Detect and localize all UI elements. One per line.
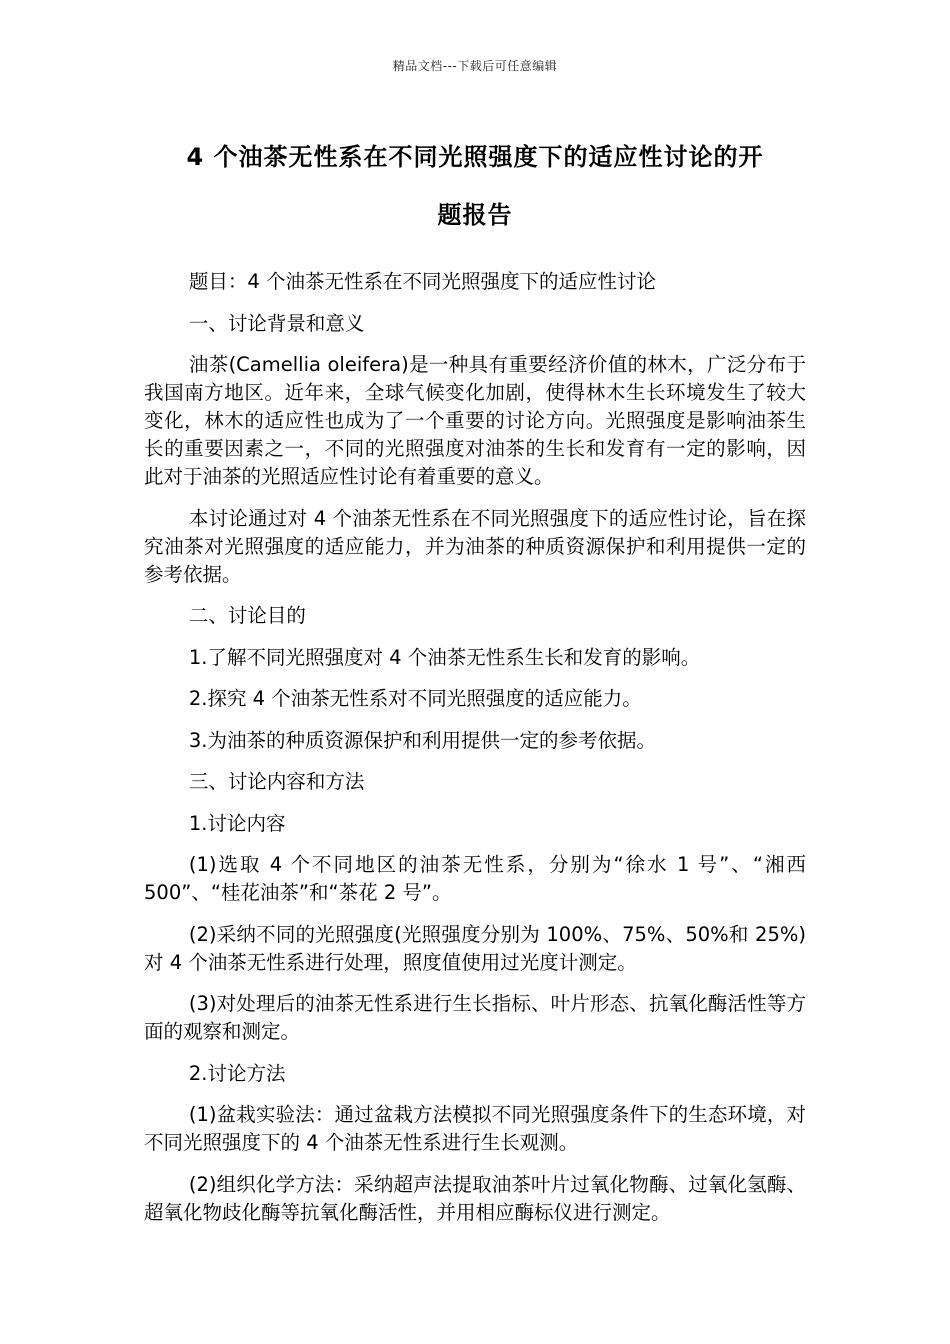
objective-item-3: 3.为油茶的种质资源保护和利用提供一定的参考依据。 (188, 728, 656, 752)
section-heading-content-methods: 三、讨论内容和方法 (188, 770, 365, 793)
paragraph-background: 油茶(Camellia oleifera)是一种具有重要经济价值的林木，广泛分布于我国南方地区。近年来，全球气候变化加剧，使得林木生长环境发生了较大变化，林木的适应性也成为了一个重要的讨论方向。光照强度是影响油茶生长的重要因素之一，不同的光照强度对油茶的生长和发育有一定的影响，因此对于油茶的光照适应性讨论有着重要的意义。 (144, 353, 806, 488)
objective-item-1: 1.了解不同光照强度对 4 个油茶无性系生长和发育的影响。 (188, 645, 701, 669)
subheading-content: 1.讨论内容 (188, 811, 286, 835)
method-item-2: (2)组织化学方法：采纳超声法提取油茶叶片过氧化物酶、过氧化氢酶、超氧化物歧化酶等抗氧化酶活性，并用相应酶标仪进行测定。 (144, 1172, 806, 1224)
title-line-2: 题报告 (437, 201, 513, 229)
page-header: 精品文档---下载后可任意编辑 (392, 59, 558, 73)
topic-line: 题目：4 个油茶无性系在不同光照强度下的适应性讨论 (188, 270, 656, 293)
document-title (140, 128, 810, 244)
title-line-1: 4 个油茶无性系在不同光照强度下的适应性讨论的开 (186, 143, 764, 171)
content-item-2: (2)采纳不同的光照强度(光照强度分别为 100%、75%、50%和 25%)对 4 个油茶无性系进行处理，照度值使用过光度计测定。 (144, 922, 806, 974)
method-item-1: (1)盆栽实验法：通过盆栽方法模拟不同光照强度条件下的生态环境，对不同光照强度下的 4 个油茶无性系进行生长观测。 (144, 1103, 806, 1154)
section-heading-background: 一、讨论背景和意义 (188, 311, 365, 335)
subheading-methods: 2.讨论方法 (188, 1061, 286, 1085)
document-body (144, 268, 806, 1240)
content-item-1: (1)选取 4 个不同地区的油茶无性系，分别为“徐水 1 号”、“湘西 500”、“桂花油茶”和“茶花 2 号”。 (144, 853, 806, 904)
objective-item-2: 2.探究 4 个油茶无性系对不同光照强度的适应能力。 (188, 687, 642, 710)
content-item-3: (3)对处理后的油茶无性系进行生长指标、叶片形态、抗氧化酶活性等方面的观察和测定。 (144, 992, 806, 1043)
paragraph-purpose-summary: 本讨论通过对 4 个油茶无性系在不同光照强度下的适应性讨论，旨在探究油茶对光照强度的适应能力，并为油茶的种质资源保护和利用提供一定的参考依据。 (144, 506, 806, 586)
section-heading-objectives: 二、讨论目的 (188, 604, 306, 627)
